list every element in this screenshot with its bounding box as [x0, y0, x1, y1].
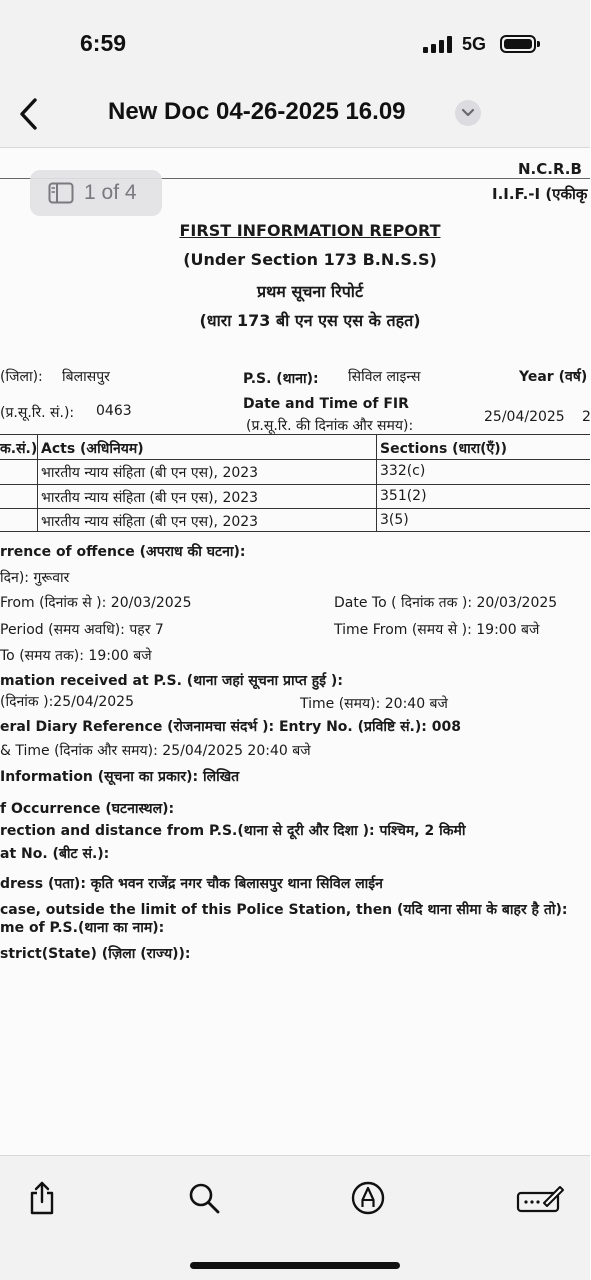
- iif-label: I.I.F.-I (एकीकृ: [492, 185, 588, 203]
- occurrence-time-from: Time From (समय से ): 19:00 बजे: [334, 622, 540, 638]
- page-indicator[interactable]: [30, 170, 162, 216]
- battery-icon: [500, 35, 536, 53]
- title-menu-button[interactable]: [455, 100, 481, 126]
- document-page[interactable]: [0, 148, 590, 1155]
- info-received-date: (दिनांक ):25/04/2025: [0, 694, 134, 710]
- general-diary-datetime: & Time (दिनांक और समय): 25/04/2025 20:40 बजे: [0, 743, 311, 759]
- signature-button[interactable]: [512, 1174, 568, 1222]
- occurrence-heading: rrence of offence (अपराध की घटना):: [0, 544, 246, 560]
- fir-time-value-cut: 2: [582, 409, 591, 425]
- chevron-left-icon: [17, 97, 39, 131]
- acts-col-sno: क.सं.): [0, 441, 38, 457]
- fir-subheading: (Under Section 173 B.N.S.S): [183, 250, 437, 269]
- navigation-bar: [0, 80, 590, 148]
- fir-hindi-subheading: (धारा 173 बी एन एस एस के तहत): [199, 311, 421, 330]
- chevron-down-icon: [461, 108, 475, 118]
- fir-hindi-heading: प्रथम सूचना रिपोर्ट: [256, 282, 364, 301]
- district-label: (जिला):: [0, 369, 43, 385]
- fir-date-value: 25/04/2025: [484, 409, 565, 425]
- occurrence-date-from: From (दिनांक से ): 20/03/2025: [0, 595, 192, 611]
- occurrence-date-to: Date To ( दिनांक तक ): 20/03/2025: [334, 595, 558, 611]
- acts-row-2-section: 351(2): [380, 488, 427, 504]
- place-of-occurrence-heading: f Occurrence (घटनास्थल):: [0, 801, 175, 817]
- occurrence-time-to: To (समय तक): 19:00 बजे: [0, 648, 152, 664]
- fir-heading: FIRST INFORMATION REPORT: [179, 221, 441, 240]
- fir-datetime-label-hindi: (प्र.सू.रि. की दिनांक और समय):: [246, 418, 414, 434]
- address-line: dress (पता): कृति भवन राजेंद्र नगर चौक बिलासपुर थाना सिविल लाईन: [0, 876, 383, 892]
- ncrb-label: N.C.R.B: [518, 160, 582, 178]
- fir-datetime-label: Date and Time of FIR: [243, 396, 409, 412]
- acts-row-2-act: भारतीय न्याय संहिता (बी एन एस), 2023: [41, 490, 259, 506]
- police-station-label: P.S. (थाना):: [243, 371, 319, 387]
- fir-number-value: 0463: [96, 403, 132, 419]
- acts-col-acts: Acts (अधिनियम): [41, 441, 144, 457]
- page-indicator-label: 1 of 4: [84, 181, 137, 204]
- outside-limit-line: case, outside the limit of this Police Station, then (यदि थाना सीमा के बाहर है तो):: [0, 902, 568, 918]
- district-value: बिलासपुर: [62, 369, 110, 385]
- fir-number-label: (प्र.सू.रि. सं.):: [0, 405, 75, 421]
- info-received-heading: mation received at P.S. (थाना जहां सूचना प्राप्त हुई ):: [0, 673, 343, 689]
- occurrence-day: दिन): गुरूवार: [0, 570, 70, 586]
- acts-col-sections: Sections (धारा(एँ)): [380, 441, 508, 457]
- acts-row-3-section: 3(5): [380, 512, 409, 528]
- signature-icon: [516, 1183, 564, 1213]
- pages-icon: [48, 182, 74, 204]
- bottom-toolbar: [0, 1155, 590, 1280]
- document-title[interactable]: New Doc 04-26-2025 16.09: [108, 98, 406, 125]
- home-indicator[interactable]: [190, 1262, 400, 1269]
- info-received-time: Time (समय): 20:40 बजे: [300, 696, 448, 712]
- status-bar: [0, 0, 590, 80]
- acts-row-1-section: 332(c): [380, 463, 426, 479]
- district-state: strict(State) (ज़िला (राज्य)):: [0, 946, 191, 962]
- share-icon: [26, 1180, 58, 1216]
- beat-number: at No. (बीट सं.):: [0, 846, 110, 862]
- acts-row-1-act: भारतीय न्याय संहिता (बी एन एस), 2023: [41, 465, 259, 481]
- acts-row-3-act: भारतीय न्याय संहिता (बी एन एस), 2023: [41, 514, 259, 530]
- police-station-value: सिविल लाइन्स: [348, 369, 421, 385]
- general-diary-reference: eral Diary Reference (रोजनामचा संदर्भ ): Entry No. (प्रविष्टि सं.): 008: [0, 719, 461, 735]
- share-button[interactable]: [18, 1174, 66, 1222]
- markup-icon: [350, 1180, 386, 1216]
- search-icon: [187, 1181, 221, 1215]
- search-button[interactable]: [180, 1174, 228, 1222]
- back-button[interactable]: [8, 92, 48, 136]
- status-time: 6:59: [80, 30, 127, 56]
- direction-distance: rection and distance from P.S.(थाना से दूरी और दिशा ): पश्चिम, 2 किमी: [0, 823, 466, 839]
- cellular-signal-icon: [423, 36, 453, 53]
- acts-table: [0, 434, 590, 532]
- police-station-name: me of P.S.(थाना का नाम):: [0, 920, 165, 936]
- year-label: Year (वर्ष): [519, 369, 588, 385]
- network-type: 5G: [462, 34, 487, 54]
- markup-button[interactable]: [344, 1174, 392, 1222]
- information-type: Information (सूचना का प्रकार): लिखित: [0, 769, 240, 785]
- occurrence-time-period: Period (समय अवधि): पहर 7: [0, 622, 164, 638]
